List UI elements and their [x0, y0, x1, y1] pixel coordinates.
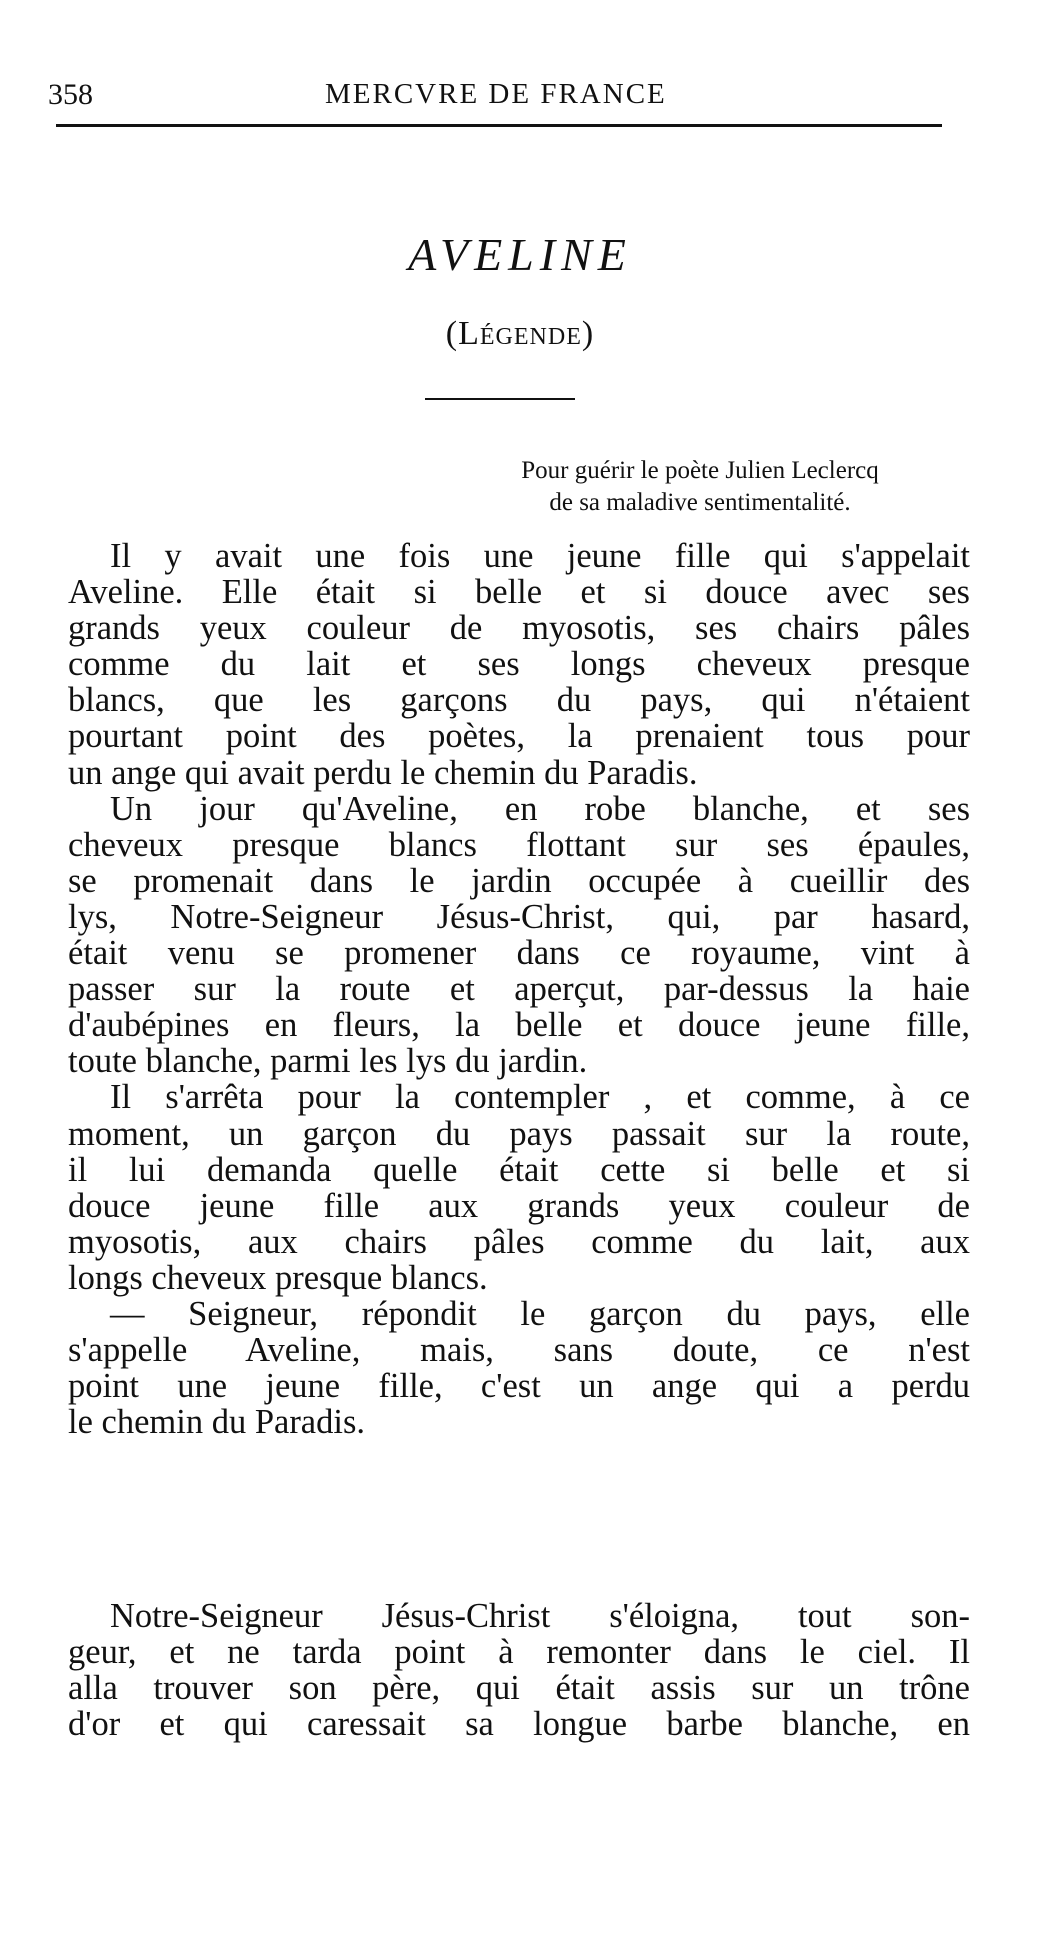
text-line: cheveux presque blancs flottant sur ses épaules, — [68, 825, 970, 864]
text-line: était venu se promener dans ce royaume, vint à — [68, 934, 970, 973]
text-line: Il s'arrêta pour la contempler , et comme, à ce — [110, 1078, 970, 1117]
text-line: le chemin du Paradis. — [68, 1403, 366, 1442]
text-line: s'appelle Aveline, mais, sans doute, ce n'est — [68, 1331, 970, 1370]
dedication — [420, 455, 980, 519]
text-line: moment, un garçon du pays passait sur la route, — [68, 1114, 970, 1153]
text-line: un ange qui avait perdu le chemin du Paradis. — [68, 753, 698, 792]
text-line: Aveline. Elle était si belle et si douce avec ses — [68, 573, 970, 612]
journal-title: MERCVRE DE FRANCE — [325, 78, 667, 110]
text-line: lys, Notre-Seigneur Jésus-Christ, qui, par hasard, — [68, 897, 970, 936]
story-title: AVELINE — [408, 229, 632, 280]
text-line: alla trouver son père, qui était assis sur un trône — [68, 1669, 970, 1708]
text-line: douce jeune fille aux grands yeux couleur de — [68, 1186, 970, 1225]
text-line: d'aubépines en fleurs, la belle et douce jeune fille, — [68, 1006, 970, 1045]
story-subtitle: (Légende) — [445, 315, 595, 352]
text-line: comme du lait et ses longs cheveux presque — [68, 645, 970, 684]
text-line: passer sur la route et aperçut, par-dessus la haie — [68, 970, 970, 1009]
text-line: se promenait dans le jardin occupée à cueillir des — [68, 861, 970, 900]
text-line: il lui demanda quelle était cette si belle et si — [68, 1150, 970, 1189]
text-line: Notre-Seigneur Jésus-Christ s'éloigna, tout son- — [110, 1597, 970, 1635]
title-rule — [425, 398, 575, 400]
running-head — [40, 78, 940, 118]
dedication-line: Pour guérir le poète Julien Leclercq — [521, 457, 879, 484]
text-line: blancs, que les garçons du pays, qui n'étaient — [68, 681, 970, 720]
dedication-line: de sa maladive sentimentalité. — [549, 489, 851, 516]
text-line: d'or et qui caressait sa longue barbe blanche, en — [68, 1705, 970, 1744]
text-line: point une jeune fille, c'est un ange qui a perdu — [68, 1367, 970, 1406]
text-line: — Seigneur, répondit le garçon du pays, elle — [110, 1294, 970, 1333]
page-number: 358 — [48, 78, 93, 111]
text-line: myosotis, aux chairs pâles comme du lait, aux — [68, 1222, 970, 1261]
text-line: Un jour qu'Aveline, en robe blanche, et ses — [110, 789, 970, 828]
body-section-1 — [68, 538, 970, 1440]
header-rule — [56, 124, 942, 127]
text-line: longs cheveux presque blancs. — [68, 1258, 488, 1297]
text-line: grands yeux couleur de myosotis, ses chairs pâles — [68, 609, 970, 648]
text-line: toute blanche, parmi les lys du jardin. — [68, 1042, 588, 1081]
text-line: geur, et ne tarda point à remonter dans le ciel. Il — [68, 1633, 970, 1672]
text-line: Il y avait une fois une jeune fille qui s'appelait — [110, 537, 970, 575]
text-line: pourtant point des poètes, la prenaient tous pour — [68, 717, 970, 756]
body-section-2 — [68, 1598, 970, 1742]
